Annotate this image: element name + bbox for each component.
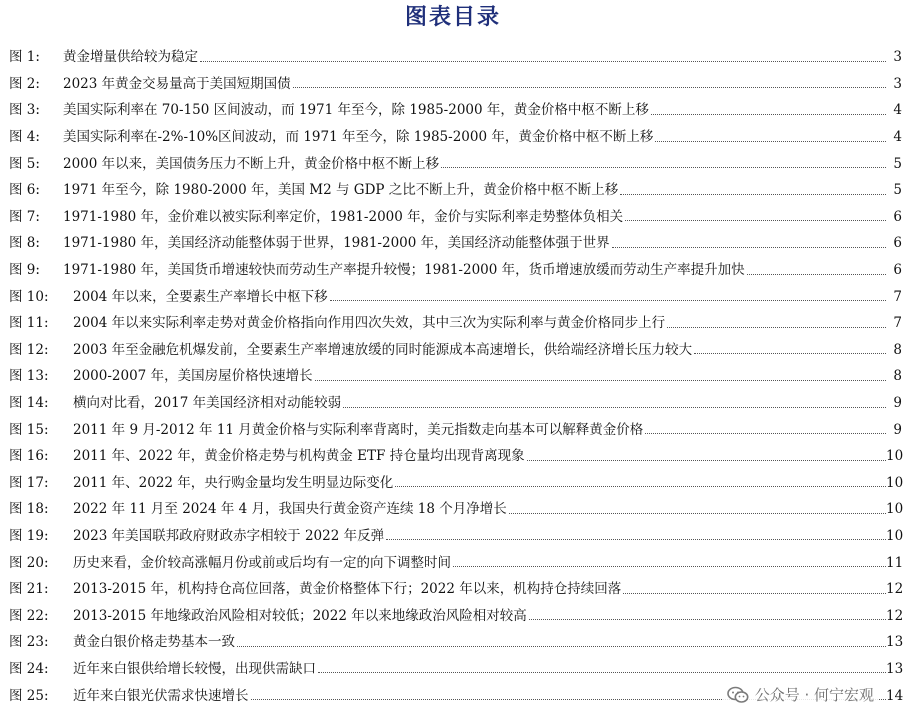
figure-number: 图 17: [9, 474, 49, 491]
page-title: 图表目录 [404, 5, 501, 30]
figure-title-wrap [73, 656, 886, 682]
figure-title-wrap [73, 550, 886, 576]
dot-leader [625, 220, 886, 221]
table-of-figures [0, 44, 906, 709]
page-number: 9 [893, 395, 902, 412]
figure-title-wrap [73, 470, 886, 496]
figure-title: 1971-1980 年，美国货币增速较快而劳动生产率提升较慢；1981-2000 年，货币增速放缓而劳动生产率提升加快 [63, 257, 747, 283]
dot-leader [330, 300, 886, 301]
figure-number: 图 22: [9, 607, 49, 624]
toc-entry[interactable] [0, 97, 906, 124]
dot-leader [343, 407, 886, 408]
page-number: 11 [886, 554, 904, 571]
dot-leader [655, 141, 886, 142]
page-number: 13 [886, 660, 904, 677]
figure-title: 2000 年以来，美国债务压力不断上升，黄金价格中枢不断上移 [63, 151, 441, 177]
page-number: 3 [893, 75, 902, 92]
dot-leader [293, 87, 886, 88]
dot-leader [315, 380, 886, 381]
dot-leader [747, 274, 886, 275]
figure-number: 图 25: [9, 687, 49, 704]
dot-leader [237, 646, 886, 647]
figure-title: 2013-2015 年地缘政治风险相对较低；2022 年以来地缘政治风险相对较高 [73, 603, 529, 629]
page-number: 5 [893, 182, 902, 199]
figure-title: 1971-1980 年，美国经济动能整体弱于世界，1981-2000 年，美国经济动能整体强于世界 [63, 230, 612, 256]
figure-title-wrap [73, 443, 886, 469]
page-number: 12 [886, 607, 904, 624]
figure-number: 图 15: [9, 421, 49, 438]
dot-leader [667, 327, 886, 328]
figure-title-wrap [73, 363, 886, 389]
dot-leader [200, 61, 886, 62]
page-number: 10 [886, 527, 904, 544]
toc-entry[interactable] [0, 124, 906, 151]
figure-title: 2011 年 9 月-2012 年 11 月黄金价格与实际利率背离时，美元指数走向基本可以解释黄金价格 [73, 417, 645, 443]
figure-title: 2011 年、2022 年，黄金价格走势与机构黄金 ETF 持仓量均出现背离现象 [73, 443, 527, 469]
figure-title: 美国实际利率在-2%-10%区间波动，而 1971 年至今，除 1985-2000 年，黄金价格中枢不断上移 [63, 124, 655, 150]
figure-number: 图 7: [9, 208, 40, 225]
toc-entry[interactable] [0, 656, 906, 683]
figure-title: 黄金增量供给较为稳定 [63, 44, 200, 70]
dot-leader [318, 672, 886, 673]
page-number: 8 [893, 368, 902, 385]
wechat-icon [727, 686, 749, 704]
figure-title-wrap [63, 204, 886, 230]
dot-leader [395, 486, 886, 487]
figure-title-wrap [63, 177, 886, 203]
figure-title: 2004 年以来，全要素生产率增长中枢下移 [73, 284, 330, 310]
page-number: 7 [893, 315, 902, 332]
dot-leader [694, 353, 886, 354]
figure-number: 图 3: [9, 102, 40, 119]
figure-title: 近年来白银光伏需求快速增长 [73, 683, 251, 709]
figure-title: 2003 年至金融危机爆发前，全要素生产率增速放缓的同时能源成本高速增长，供给端经济增长压力较大 [73, 337, 694, 363]
figure-title: 美国实际利率在 70-150 区间波动，而 1971 年至今，除 1985-2000 年，黄金价格中枢不断上移 [63, 97, 651, 123]
figure-number: 图 18: [9, 501, 49, 518]
figure-number: 图 2: [9, 75, 40, 92]
toc-entry[interactable] [0, 549, 906, 576]
toc-entry[interactable] [0, 230, 906, 257]
figure-title-wrap [63, 124, 886, 150]
page-number: 5 [893, 155, 902, 172]
figure-number: 图 9: [9, 262, 40, 279]
toc-entry[interactable] [0, 523, 906, 550]
figure-title-wrap [63, 71, 886, 97]
dot-leader [527, 460, 886, 461]
page-number: 6 [893, 208, 902, 225]
toc-entry[interactable] [0, 71, 906, 98]
figure-number: 图 1: [9, 49, 40, 66]
toc-entry[interactable] [0, 283, 906, 310]
page-number: 8 [893, 341, 902, 358]
toc-entry[interactable] [0, 337, 906, 364]
page-number: 3 [893, 49, 902, 66]
toc-entry[interactable] [0, 363, 906, 390]
figure-number: 图 10: [9, 288, 49, 305]
figure-title-wrap [73, 417, 886, 443]
figure-title: 2011 年、2022 年，央行购金量均发生明显边际变化 [73, 470, 395, 496]
page-number: 12 [886, 581, 904, 598]
toc-entry[interactable] [0, 602, 906, 629]
page-number: 6 [893, 235, 902, 252]
watermark-text: 公众号 · 何宁宏观 [754, 686, 874, 704]
figure-number: 图 5: [9, 155, 40, 172]
dot-leader [453, 566, 886, 567]
dot-leader [651, 114, 886, 115]
dot-leader [509, 513, 886, 514]
toc-entry[interactable] [0, 443, 906, 470]
figure-title-wrap [63, 151, 886, 177]
toc-entry[interactable] [0, 204, 906, 231]
dot-leader [529, 619, 886, 620]
figure-title-wrap [73, 284, 886, 310]
page-number: 4 [893, 129, 902, 146]
page-number: 6 [893, 262, 902, 279]
toc-entry[interactable] [0, 257, 906, 284]
figure-title-wrap [73, 523, 886, 549]
figure-title: 2023 年黄金交易量高于美国短期国债 [63, 71, 293, 97]
dot-leader [612, 247, 886, 248]
figure-number: 图 6: [9, 182, 40, 199]
toc-entry[interactable] [0, 416, 906, 443]
dot-leader [441, 167, 886, 168]
toc-entry[interactable] [0, 576, 906, 603]
page-number: 10 [886, 448, 904, 465]
figure-title-wrap [63, 230, 886, 256]
figure-title: 1971 年至今，除 1980-2000 年，美国 M2 与 GDP 之比不断上升，黄金价格中枢不断上移 [63, 177, 620, 203]
toc-entry[interactable] [0, 390, 906, 417]
figure-title: 近年来白银供给增长较慢，出现供需缺口 [73, 656, 318, 682]
toc-entry[interactable] [0, 310, 906, 337]
dot-leader [620, 194, 886, 195]
toc-entry[interactable] [0, 496, 906, 523]
toc-entry[interactable] [0, 150, 906, 177]
figure-title: 横向对比看，2017 年美国经济相对动能较弱 [73, 390, 343, 416]
figure-title: 2013-2015 年，机构持仓高位回落，黄金价格整体下行；2022 年以来，机构持仓持续回落 [73, 576, 623, 602]
figure-number: 图 21: [9, 581, 49, 598]
figure-number: 图 11: [9, 315, 49, 332]
figure-title-wrap [73, 629, 886, 655]
figure-title: 1971-1980 年，金价难以被实际利率定价，1981-2000 年，金价与实际利率走势整体负相关 [63, 204, 625, 230]
figure-number: 图 14: [9, 395, 49, 412]
figure-title-wrap [63, 257, 886, 283]
figure-title: 历史来看，金价较高涨幅月份或前或后均有一定的向下调整时间 [73, 550, 453, 576]
figure-title: 2023 年美国联邦政府财政赤字相较于 2022 年反弹 [73, 523, 386, 549]
figure-title-wrap [63, 97, 886, 123]
figure-number: 图 23: [9, 634, 49, 651]
figure-title: 2000-2007 年，美国房屋价格快速增长 [73, 363, 315, 389]
toc-entry[interactable] [0, 629, 906, 656]
dot-leader [623, 593, 886, 594]
figure-title-wrap [73, 576, 886, 602]
figure-number: 图 4: [9, 129, 40, 146]
figure-title-wrap [73, 496, 886, 522]
page-number: 7 [893, 288, 902, 305]
figure-number: 图 13: [9, 368, 49, 385]
page-number: 9 [893, 421, 902, 438]
page-number: 13 [886, 634, 904, 651]
figure-title: 2022 年 11 月至 2024 年 4 月，我国央行黄金资产连续 18 个月净增长 [73, 496, 509, 522]
page-number: 10 [886, 501, 904, 518]
figure-title-wrap [73, 310, 886, 336]
figure-number: 图 24: [9, 660, 49, 677]
figure-number: 图 16: [9, 448, 49, 465]
page-number: 10 [886, 474, 904, 491]
figure-number: 图 12: [9, 341, 49, 358]
toc-entry[interactable] [0, 44, 906, 71]
page-number: 4 [893, 102, 902, 119]
watermark [723, 682, 878, 707]
figure-number: 图 20: [9, 554, 49, 571]
figure-title-wrap [73, 390, 886, 416]
figure-number: 图 19: [9, 527, 49, 544]
toc-entry[interactable] [0, 177, 906, 204]
page-number: 14 [886, 687, 904, 704]
figure-title-wrap [73, 603, 886, 629]
toc-entry[interactable] [0, 470, 906, 497]
dot-leader [386, 539, 886, 540]
figure-title: 2004 年以来实际利率走势对黄金价格指向作用四次失效，其中三次为实际利率与黄金价格同步上行 [73, 310, 667, 336]
figure-number: 图 8: [9, 235, 40, 252]
figure-title-wrap [73, 337, 886, 363]
dot-leader [645, 433, 886, 434]
figure-title: 黄金白银价格走势基本一致 [73, 629, 237, 655]
figure-title-wrap [63, 44, 886, 70]
